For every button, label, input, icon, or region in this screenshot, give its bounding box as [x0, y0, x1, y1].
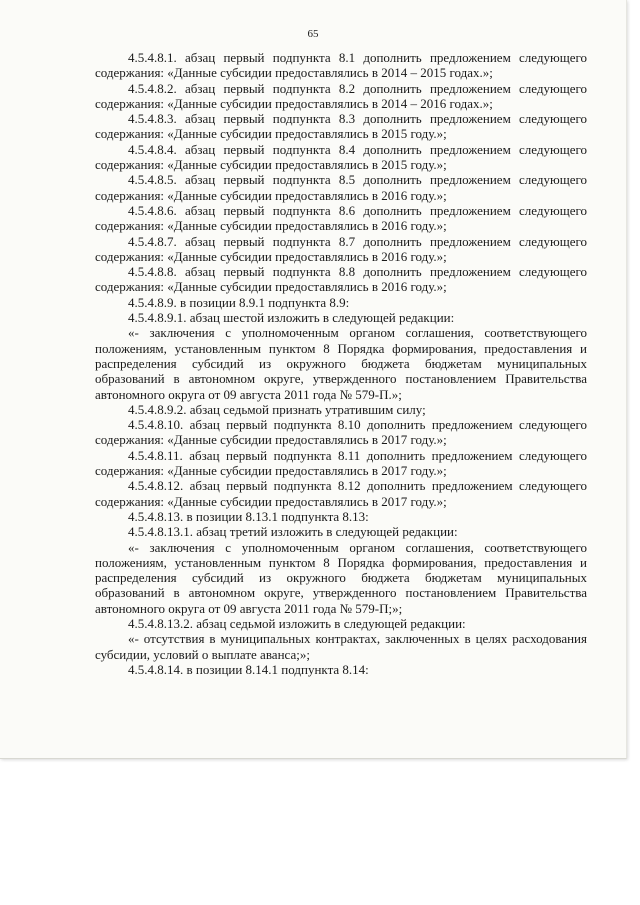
paragraph: 4.5.4.8.10. абзац первый подпункта 8.10 дополнить предложением следующего содержания: «Данные субсидии предоставлялись в 2017 году.»; [95, 417, 587, 448]
paragraph: «- заключения с уполномоченным органом соглашения, соответствующего положениям, установленным пунктом 8 Порядка формирования, предоставления и распределения субсидий из окружного бюджета бюджетам муниципальных образований в автономном округе, утвержденного постановлением Правительства автономного округа от 09 августа 2011 года № 579-П.»; [95, 325, 587, 402]
paragraph: 4.5.4.8.12. абзац первый подпункта 8.12 дополнить предложением следующего содержания: «Данные субсидии предоставлялись в 2017 году.»; [95, 478, 587, 509]
page-number: 65 [307, 28, 319, 40]
paragraph: 4.5.4.8.14. в позиции 8.14.1 подпункта 8.14: [128, 661, 369, 677]
paragraph: 4.5.4.8.4. абзац первый подпункта 8.4 дополнить предложением следующего содержания: «Данные субсидии предоставлялись в 2015 году.»; [95, 141, 587, 173]
paragraph: 4.5.4.8.11. абзац первый подпункта 8.11 дополнить предложением следующего содержания: «Данные субсидии предоставлялись в 2017 году.»; [95, 447, 587, 479]
paragraph: 4.5.4.8.8. абзац первый подпункта 8.8 дополнить предложением следующего содержания: «Данные субсидии предоставлялись в 2016 году.»; [95, 264, 587, 295]
paragraph: 4.5.4.8.7. абзац первый подпункта 8.7 дополнить предложением следующего содержания: «Данные субсидии предоставлялись в 2016 году.»; [95, 233, 587, 264]
paragraph: 4.5.4.8.5. абзац первый подпункта 8.5 дополнить предложением следующего содержания: «Данные субсидии предоставлялись в 2016 году.»; [95, 172, 587, 203]
paragraph: 4.5.4.8.9.2. абзац седьмой признать утратившим силу; [128, 401, 426, 417]
paragraph: 4.5.4.8.6. абзац первый подпункта 8.6 дополнить предложением следующего содержания: «Данные субсидии предоставлялись в 2016 году.»; [95, 202, 587, 234]
paragraph: 4.5.4.8.1. абзац первый подпункта 8.1 дополнить предложением следующего содержания: «Данные субсидии предоставлялись в 2014 – 2015 годах.»; [95, 50, 587, 81]
paragraph: «- отсутствия в муниципальных контрактах, заключенных в целях расходования субсидии, условий о выплате аванса;»; [95, 631, 587, 662]
paragraph: 4.5.4.8.13. в позиции 8.13.1 подпункта 8.13: [128, 508, 369, 524]
paragraph: 4.5.4.8.9.1. абзац шестой изложить в следующей редакции: [128, 310, 455, 326]
document-body [95, 50, 587, 677]
paragraph: 4.5.4.8.13.1. абзац третий изложить в следующей редакции: [128, 524, 458, 540]
paragraph: «- заключения с уполномоченным органом соглашения, соответствующего положениям, установленным пунктом 8 Порядка формирования, предоставления и распределения субсидий из окружного бюджета бюджетам муниципальных образований в автономном округе, утвержденного постановлением Правительства автономного округа от 09 августа 2011 года № 579-П;»; [95, 539, 587, 616]
paragraph: 4.5.4.8.13.2. абзац седьмой изложить в следующей редакции: [128, 615, 466, 631]
paragraph: 4.5.4.8.3. абзац первый подпункта 8.3 дополнить предложением следующего содержания: «Данные субсидии предоставлялись в 2015 году.»; [95, 111, 587, 142]
paragraph: 4.5.4.8.2. абзац первый подпункта 8.2 дополнить предложением следующего содержания: «Данные субсидии предоставлялись в 2014 – 2016 годах.»; [95, 80, 587, 111]
paragraph: 4.5.4.8.9. в позиции 8.9.1 подпункта 8.9: [128, 294, 350, 310]
